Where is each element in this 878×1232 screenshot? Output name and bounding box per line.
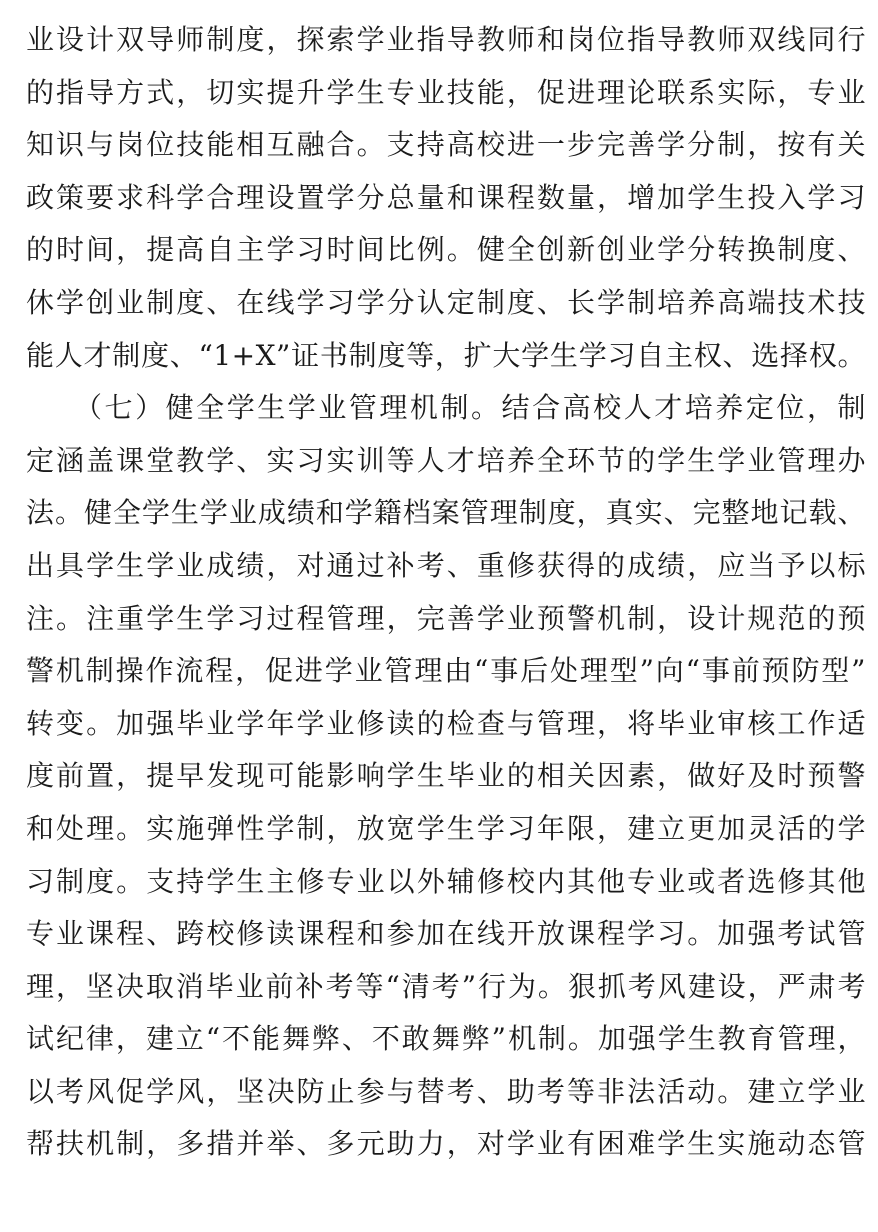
text-line-17: 习制度。支持学生主修专业以外辅修校内其他专业或者选修其他 bbox=[26, 864, 866, 898]
text-line-20: 试纪律，建立“不能舞弊、不敢舞弊”机制。加强学生教育管理， bbox=[26, 1022, 866, 1056]
text-line-11: 出具学生学业成绩，对通过补考、重修获得的成绩，应当予以标 bbox=[26, 548, 866, 582]
text-line-4: 政策要求科学合理设置学分总量和课程数量，增加学生投入学习 bbox=[26, 180, 866, 214]
text-line-6: 休学创业制度、在线学习学分认定制度、长学制培养高端技术技 bbox=[26, 285, 866, 319]
text-line-9: 定涵盖课堂教学、实习实训等人才培养全环节的学生学业管理办 bbox=[26, 443, 866, 477]
text-line-16: 和处理。实施弹性学制，放宽学生学习年限，建立更加灵活的学 bbox=[26, 811, 866, 845]
text-line-14: 转变。加强毕业学年学业修读的检查与管理，将毕业审核工作适 bbox=[26, 706, 866, 740]
text-line-13: 警机制操作流程，促进学业管理由“事后处理型”向“事前预防型” bbox=[26, 654, 866, 688]
section-heading-line: （七）健全学生学业管理机制。结合高校人才培养定位，制 bbox=[74, 391, 866, 425]
text-line-15: 度前置，提早发现可能影响学生毕业的相关因素，做好及时预警 bbox=[26, 759, 866, 793]
text-line-19: 理，坚决取消毕业前补考等“清考”行为。狠抓考风建设，严肃考 bbox=[26, 969, 866, 1003]
text-line-12: 注。注重学生学习过程管理，完善学业预警机制，设计规范的预 bbox=[26, 601, 866, 635]
text-line-7: 能人才制度、“1+X”证书制度等，扩大学生学习自主权、选择权。 bbox=[26, 338, 866, 372]
text-line-2: 的指导方式，切实提升学生专业技能，促进理论联系实际，专业 bbox=[26, 75, 866, 109]
text-line-3: 知识与岗位技能相互融合。支持高校进一步完善学分制，按有关 bbox=[26, 128, 866, 162]
document-text bbox=[26, 14, 866, 1171]
text-line-5: 的时间，提高自主学习时间比例。健全创新创业学分转换制度、 bbox=[26, 233, 866, 267]
text-line-22: 帮扶机制，多措并举、多元助力，对学业有困难学生实施动态管 bbox=[26, 1127, 866, 1161]
text-line-10: 法。健全学生学业成绩和学籍档案管理制度，真实、完整地记载、 bbox=[26, 496, 866, 530]
text-line-21: 以考风促学风，坚决防止参与替考、助考等非法活动。建立学业 bbox=[26, 1074, 866, 1108]
text-line-1: 业设计双导师制度，探索学业指导教师和岗位指导教师双线同行 bbox=[26, 23, 866, 56]
text-line-18: 专业课程、跨校修读课程和参加在线开放课程学习。加强考试管 bbox=[26, 917, 866, 951]
